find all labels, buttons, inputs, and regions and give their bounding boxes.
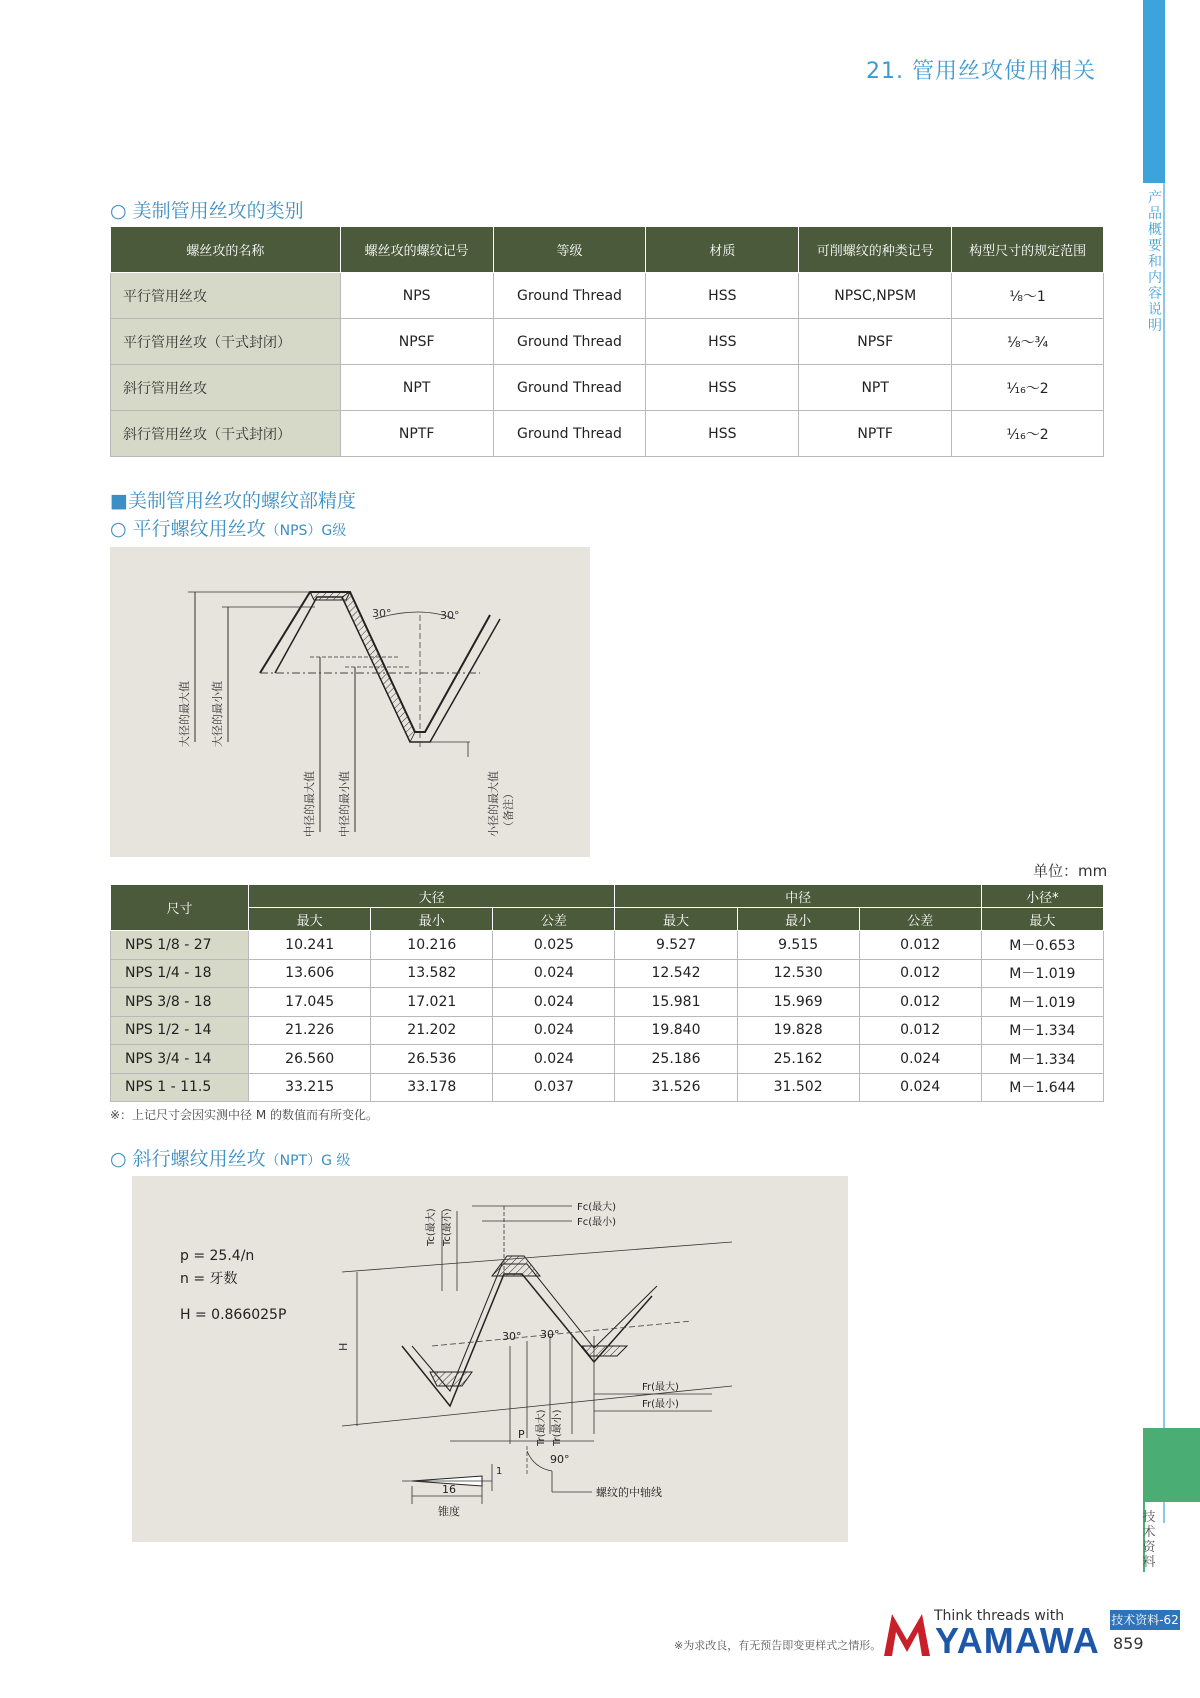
table-cell: 0.012 bbox=[859, 959, 981, 988]
table-row bbox=[111, 1073, 1104, 1102]
table-cell: NPS 1/2 - 14 bbox=[111, 1016, 249, 1045]
col-group-header: 中径 bbox=[615, 885, 981, 908]
table-row bbox=[111, 411, 1104, 457]
table-cell: 21.226 bbox=[249, 1016, 371, 1045]
table-row bbox=[111, 365, 1104, 411]
table-cell: 9.527 bbox=[615, 931, 737, 960]
table-cell: 13.582 bbox=[371, 959, 493, 988]
dim-label: 小径的最大值 bbox=[487, 771, 500, 837]
side-tab-blue bbox=[1143, 0, 1165, 183]
col-header: 材质 bbox=[646, 227, 799, 273]
table-cell: NPS 3/4 - 14 bbox=[111, 1045, 249, 1074]
nps-precision-table bbox=[110, 884, 1104, 1102]
table-cell: 15.969 bbox=[737, 988, 859, 1017]
table-cell: 平行管用丝攻（干式封闭） bbox=[111, 319, 341, 365]
dim-label: （备注） bbox=[502, 788, 515, 832]
dim-label: 大径的最小值 bbox=[211, 681, 224, 747]
col-header: 公差 bbox=[859, 908, 981, 931]
table-row bbox=[111, 959, 1104, 988]
table-cell: 9.515 bbox=[737, 931, 859, 960]
table-cell: 21.202 bbox=[371, 1016, 493, 1045]
col-header: 最大 bbox=[981, 908, 1103, 931]
table-cell: ¹⁄₁₆～2 bbox=[952, 411, 1104, 457]
logo-tagline: Think threads with bbox=[934, 1608, 1065, 1624]
table-cell: NPS bbox=[340, 273, 493, 319]
col-header: 尺寸 bbox=[111, 885, 249, 931]
table-cell: M－1.334 bbox=[981, 1016, 1103, 1045]
dim-label: 锥度 bbox=[438, 1505, 460, 1518]
table-cell: 平行管用丝攻 bbox=[111, 273, 341, 319]
types-table bbox=[110, 226, 1104, 457]
table-cell: 0.024 bbox=[493, 988, 615, 1017]
section-title-npt-main: ○ 斜行螺纹用丝攻 bbox=[110, 1148, 266, 1170]
table-cell: 25.162 bbox=[737, 1045, 859, 1074]
table-cell: NPT bbox=[340, 365, 493, 411]
section-title-precision: ■美制管用丝攻的螺纹部精度 bbox=[110, 490, 356, 512]
table-cell: Ground Thread bbox=[493, 273, 646, 319]
table-cell: NPT bbox=[799, 365, 952, 411]
table-cell: 0.024 bbox=[493, 959, 615, 988]
col-header: 构型尺寸的规定范围 bbox=[952, 227, 1104, 273]
table-cell: 17.045 bbox=[249, 988, 371, 1017]
dim-label: H bbox=[337, 1342, 350, 1351]
col-header: 螺丝攻的名称 bbox=[111, 227, 341, 273]
side-label-top: 产品概要和内容说明 bbox=[1148, 190, 1162, 334]
table-cell: 33.178 bbox=[371, 1073, 493, 1102]
table-cell: 10.216 bbox=[371, 931, 493, 960]
table-cell: 19.840 bbox=[615, 1016, 737, 1045]
table-row bbox=[111, 931, 1104, 960]
dim-label: Fc(最大) bbox=[577, 1202, 617, 1213]
col-header: 可削螺纹的种类记号 bbox=[799, 227, 952, 273]
table-cell: 19.828 bbox=[737, 1016, 859, 1045]
table-cell: NPSC,NPSM bbox=[799, 273, 952, 319]
logo-brand: YAMAWA bbox=[935, 1620, 1100, 1661]
angle-label: 90° bbox=[550, 1453, 570, 1466]
dim-label: 1 bbox=[496, 1466, 503, 1477]
table-cell: ⅛～¾ bbox=[952, 319, 1104, 365]
table-cell: ⅛～1 bbox=[952, 273, 1104, 319]
npt-thread-diagram bbox=[132, 1176, 848, 1542]
yamawa-logo-icon bbox=[884, 1614, 930, 1660]
col-header: 最小 bbox=[737, 908, 859, 931]
table-cell: NPS 1/4 - 18 bbox=[111, 959, 249, 988]
table-cell: NPSF bbox=[340, 319, 493, 365]
dim-label: P bbox=[518, 1428, 525, 1441]
page-number: 859 bbox=[1113, 1634, 1144, 1653]
angle-label: 30° bbox=[440, 609, 460, 622]
formula: p = 25.4/n bbox=[180, 1248, 255, 1264]
table-cell: ¹⁄₁₆～2 bbox=[952, 365, 1104, 411]
table-cell: 0.024 bbox=[493, 1045, 615, 1074]
formula: H = 0.866025P bbox=[180, 1307, 287, 1323]
table-cell: 斜行管用丝攻（干式封闭） bbox=[111, 411, 341, 457]
dim-label: Fr(最小) bbox=[642, 1399, 679, 1410]
table-cell: NPS 1/8 - 27 bbox=[111, 931, 249, 960]
table-cell: 33.215 bbox=[249, 1073, 371, 1102]
table-cell: HSS bbox=[646, 411, 799, 457]
section-title-nps bbox=[110, 514, 346, 541]
dim-label: Tc(最大) bbox=[426, 1208, 437, 1246]
table-cell: HSS bbox=[646, 319, 799, 365]
table-cell: 13.606 bbox=[249, 959, 371, 988]
table-cell: 0.012 bbox=[859, 1016, 981, 1045]
table-cell: NPS 1 - 11.5 bbox=[111, 1073, 249, 1102]
table-header-row bbox=[111, 227, 1104, 273]
side-tab-green[interactable] bbox=[1143, 1428, 1200, 1502]
angle-label: 30° bbox=[540, 1328, 560, 1341]
dim-label: Fc(最小) bbox=[577, 1217, 617, 1228]
section-title-nps-suffix: （NPS）G级 bbox=[265, 523, 347, 539]
table-cell: 0.037 bbox=[493, 1073, 615, 1102]
col-header: 最大 bbox=[249, 908, 371, 931]
table-cell: 0.012 bbox=[859, 931, 981, 960]
table-row bbox=[111, 273, 1104, 319]
table-header-row bbox=[111, 885, 1104, 908]
col-header: 公差 bbox=[493, 908, 615, 931]
dim-label: 大径的最大值 bbox=[178, 681, 191, 747]
table-cell: 31.502 bbox=[737, 1073, 859, 1102]
table-cell: Ground Thread bbox=[493, 319, 646, 365]
table-cell: 31.526 bbox=[615, 1073, 737, 1102]
unit-label: 单位：mm bbox=[1033, 862, 1108, 880]
table-cell: 12.542 bbox=[615, 959, 737, 988]
footer-note: ※为求改良，有无预告即变更样式之情形。 bbox=[674, 1639, 882, 1652]
table-cell: 10.241 bbox=[249, 931, 371, 960]
table-cell: M－1.019 bbox=[981, 959, 1103, 988]
table-row bbox=[111, 1016, 1104, 1045]
col-header: 螺丝攻的螺纹记号 bbox=[340, 227, 493, 273]
table-footnote: ※：上记尺寸会因实测中径 M 的数值而有所变化。 bbox=[110, 1108, 379, 1122]
table-cell: 0.025 bbox=[493, 931, 615, 960]
dim-label: 中径的最大值 bbox=[303, 771, 316, 837]
table-cell: 0.012 bbox=[859, 988, 981, 1017]
npt-thread-svg bbox=[132, 1176, 848, 1542]
angle-label: 30° bbox=[372, 607, 392, 620]
col-header: 最大 bbox=[615, 908, 737, 931]
section-title-nps-main: ○ 平行螺纹用丝攻 bbox=[110, 518, 266, 540]
table-cell: 0.024 bbox=[859, 1045, 981, 1074]
dim-label: 16 bbox=[442, 1483, 456, 1496]
table-cell: M－1.019 bbox=[981, 988, 1103, 1017]
angle-label: 30° bbox=[502, 1330, 522, 1343]
dim-label: Tc(最小) bbox=[442, 1208, 453, 1246]
col-group-header: 大径 bbox=[249, 885, 615, 908]
table-row bbox=[111, 1045, 1104, 1074]
table-row bbox=[111, 319, 1104, 365]
table-cell: 17.021 bbox=[371, 988, 493, 1017]
col-header: 最小 bbox=[371, 908, 493, 931]
side-green-label: 技术资料 bbox=[1128, 1425, 1143, 1478]
section-title-types: ○ 美制管用丝攻的类别 bbox=[110, 200, 304, 222]
table-cell: 0.024 bbox=[859, 1073, 981, 1102]
table-cell: 15.981 bbox=[615, 988, 737, 1017]
table-cell: 25.186 bbox=[615, 1045, 737, 1074]
side-label-bottom: 技术资料 bbox=[1142, 1510, 1156, 1570]
table-cell: 0.024 bbox=[493, 1016, 615, 1045]
table-cell: NPTF bbox=[340, 411, 493, 457]
col-group-header: 小径* bbox=[981, 885, 1103, 908]
table-cell: 斜行管用丝攻 bbox=[111, 365, 341, 411]
section-badge: 技术资料-62 bbox=[1110, 1610, 1180, 1630]
table-cell: M－1.644 bbox=[981, 1073, 1103, 1102]
table-cell: 26.560 bbox=[249, 1045, 371, 1074]
table-cell: NPSF bbox=[799, 319, 952, 365]
nps-thread-svg bbox=[110, 547, 590, 857]
section-title-npt bbox=[110, 1144, 350, 1171]
col-header: 等级 bbox=[493, 227, 646, 273]
table-cell: 26.536 bbox=[371, 1045, 493, 1074]
dim-label: 螺纹的中轴线 bbox=[596, 1486, 662, 1499]
table-cell: Ground Thread bbox=[493, 411, 646, 457]
dim-label: Tr(最小) bbox=[552, 1409, 563, 1446]
dim-label: Tr(最大) bbox=[536, 1409, 547, 1446]
table-cell: HSS bbox=[646, 365, 799, 411]
formula: n = 牙数 bbox=[180, 1271, 238, 1287]
nps-thread-diagram bbox=[110, 547, 590, 857]
table-cell: NPS 3/8 - 18 bbox=[111, 988, 249, 1017]
table-cell: M－0.653 bbox=[981, 931, 1103, 960]
table-cell: NPTF bbox=[799, 411, 952, 457]
table-cell: HSS bbox=[646, 273, 799, 319]
dim-label: Fr(最大) bbox=[642, 1382, 679, 1393]
table-cell: 12.530 bbox=[737, 959, 859, 988]
table-subheader-row bbox=[111, 908, 1104, 931]
table-cell: M－1.334 bbox=[981, 1045, 1103, 1074]
page-title: 21. 管用丝攻使用相关 bbox=[866, 59, 1096, 84]
table-row bbox=[111, 988, 1104, 1017]
section-title-npt-suffix: （NPT）G 级 bbox=[265, 1153, 351, 1169]
table-cell: Ground Thread bbox=[493, 365, 646, 411]
dim-label: 中径的最小值 bbox=[338, 771, 351, 837]
side-divider bbox=[1163, 183, 1165, 1523]
